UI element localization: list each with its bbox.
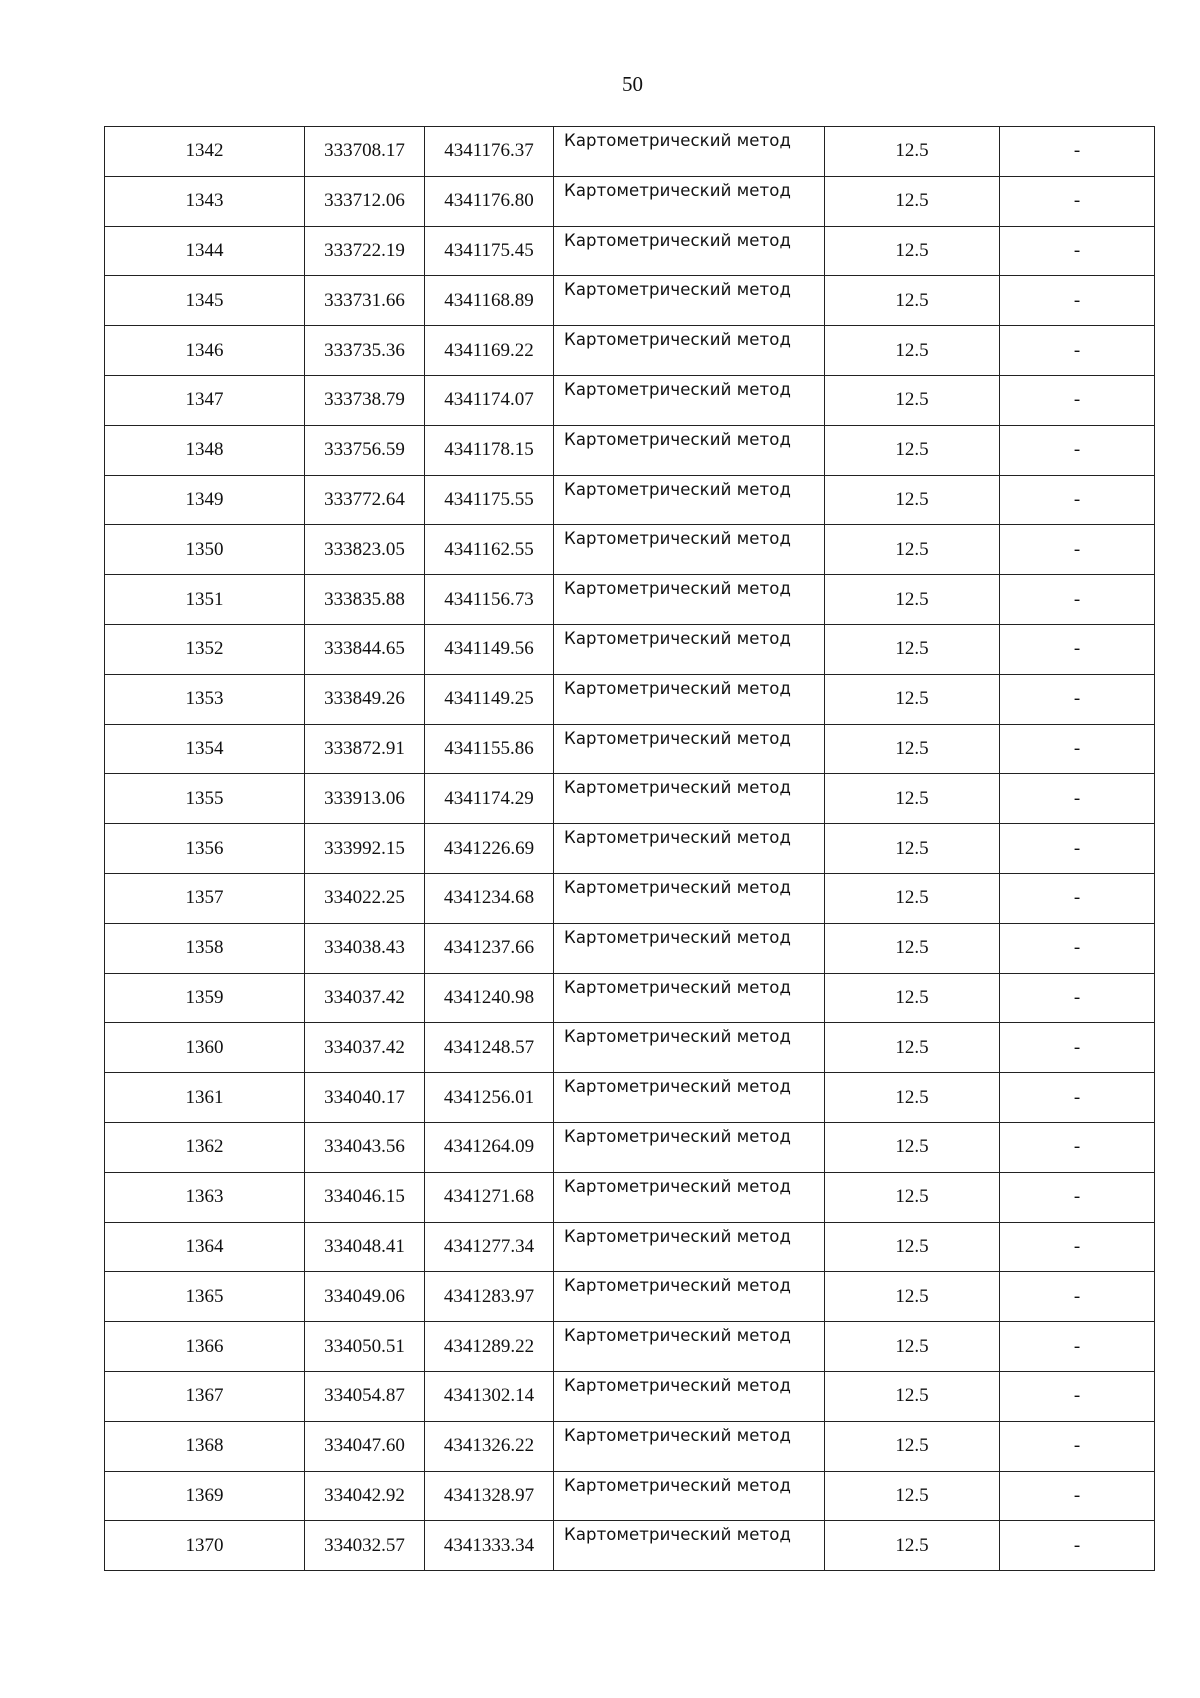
table-row — [105, 824, 1155, 874]
table-row — [105, 1272, 1155, 1322]
method-cell: Картометрический метод — [554, 226, 825, 276]
point-number-cell: 1364 — [105, 1222, 305, 1272]
method-cell: Картометрический метод — [554, 425, 825, 475]
point-number-cell: 1352 — [105, 624, 305, 674]
accuracy-cell: 12.5 — [825, 774, 1000, 824]
accuracy-cell: 12.5 — [825, 276, 1000, 326]
point-number-cell: 1355 — [105, 774, 305, 824]
note-cell: - — [1000, 226, 1155, 276]
accuracy-cell: 12.5 — [825, 1371, 1000, 1421]
y-coordinate-cell: 4341178.15 — [425, 425, 554, 475]
method-cell: Картометрический метод — [554, 724, 825, 774]
table-row — [105, 575, 1155, 625]
note-cell: - — [1000, 326, 1155, 376]
note-cell: - — [1000, 425, 1155, 475]
x-coordinate-cell: 334042.92 — [305, 1471, 425, 1521]
method-cell: Картометрический метод — [554, 824, 825, 874]
accuracy-cell: 12.5 — [825, 724, 1000, 774]
y-coordinate-cell: 4341248.57 — [425, 1023, 554, 1073]
method-cell: Картометрический метод — [554, 475, 825, 525]
table-row — [105, 1023, 1155, 1073]
x-coordinate-cell: 334050.51 — [305, 1322, 425, 1372]
table-row — [105, 624, 1155, 674]
point-number-cell: 1358 — [105, 923, 305, 973]
note-cell: - — [1000, 1322, 1155, 1372]
note-cell: - — [1000, 774, 1155, 824]
x-coordinate-cell: 334049.06 — [305, 1272, 425, 1322]
table-row — [105, 923, 1155, 973]
accuracy-cell: 12.5 — [825, 1073, 1000, 1123]
note-cell: - — [1000, 1122, 1155, 1172]
y-coordinate-cell: 4341333.34 — [425, 1521, 554, 1571]
x-coordinate-cell: 334038.43 — [305, 923, 425, 973]
point-number-cell: 1344 — [105, 226, 305, 276]
point-number-cell: 1369 — [105, 1471, 305, 1521]
note-cell: - — [1000, 575, 1155, 625]
point-number-cell: 1351 — [105, 575, 305, 625]
x-coordinate-cell: 334022.25 — [305, 873, 425, 923]
y-coordinate-cell: 4341168.89 — [425, 276, 554, 326]
note-cell: - — [1000, 525, 1155, 575]
point-number-cell: 1356 — [105, 824, 305, 874]
method-cell: Картометрический метод — [554, 1322, 825, 1372]
y-coordinate-cell: 4341174.07 — [425, 375, 554, 425]
x-coordinate-cell: 333849.26 — [305, 674, 425, 724]
method-cell: Картометрический метод — [554, 774, 825, 824]
point-number-cell: 1357 — [105, 873, 305, 923]
x-coordinate-cell: 334037.42 — [305, 1023, 425, 1073]
y-coordinate-cell: 4341237.66 — [425, 923, 554, 973]
coordinates-table — [104, 126, 1155, 1571]
point-number-cell: 1350 — [105, 525, 305, 575]
table-row — [105, 1172, 1155, 1222]
point-number-cell: 1363 — [105, 1172, 305, 1222]
point-number-cell: 1366 — [105, 1322, 305, 1372]
point-number-cell: 1368 — [105, 1421, 305, 1471]
method-cell: Картометрический метод — [554, 575, 825, 625]
accuracy-cell: 12.5 — [825, 127, 1000, 177]
y-coordinate-cell: 4341283.97 — [425, 1272, 554, 1322]
y-coordinate-cell: 4341149.56 — [425, 624, 554, 674]
accuracy-cell: 12.5 — [825, 176, 1000, 226]
coordinates-table-body — [105, 127, 1155, 1571]
y-coordinate-cell: 4341176.37 — [425, 127, 554, 177]
note-cell: - — [1000, 475, 1155, 525]
table-row — [105, 425, 1155, 475]
x-coordinate-cell: 334043.56 — [305, 1122, 425, 1172]
y-coordinate-cell: 4341271.68 — [425, 1172, 554, 1222]
table-row — [105, 276, 1155, 326]
accuracy-cell: 12.5 — [825, 1421, 1000, 1471]
accuracy-cell: 12.5 — [825, 475, 1000, 525]
note-cell: - — [1000, 1471, 1155, 1521]
note-cell: - — [1000, 1272, 1155, 1322]
accuracy-cell: 12.5 — [825, 674, 1000, 724]
accuracy-cell: 12.5 — [825, 1471, 1000, 1521]
note-cell: - — [1000, 1521, 1155, 1571]
method-cell: Картометрический метод — [554, 1172, 825, 1222]
note-cell: - — [1000, 1371, 1155, 1421]
point-number-cell: 1343 — [105, 176, 305, 226]
method-cell: Картометрический метод — [554, 973, 825, 1023]
table-row — [105, 1371, 1155, 1421]
note-cell: - — [1000, 724, 1155, 774]
point-number-cell: 1367 — [105, 1371, 305, 1421]
accuracy-cell: 12.5 — [825, 1023, 1000, 1073]
table-row — [105, 1073, 1155, 1123]
note-cell: - — [1000, 873, 1155, 923]
x-coordinate-cell: 333735.36 — [305, 326, 425, 376]
x-coordinate-cell: 334032.57 — [305, 1521, 425, 1571]
accuracy-cell: 12.5 — [825, 1272, 1000, 1322]
method-cell: Картометрический метод — [554, 674, 825, 724]
table-row — [105, 525, 1155, 575]
method-cell: Картометрический метод — [554, 1371, 825, 1421]
table-row — [105, 774, 1155, 824]
y-coordinate-cell: 4341174.29 — [425, 774, 554, 824]
y-coordinate-cell: 4341162.55 — [425, 525, 554, 575]
table-row — [105, 1322, 1155, 1372]
x-coordinate-cell: 333844.65 — [305, 624, 425, 674]
table-row — [105, 475, 1155, 525]
note-cell: - — [1000, 624, 1155, 674]
note-cell: - — [1000, 1172, 1155, 1222]
point-number-cell: 1347 — [105, 375, 305, 425]
x-coordinate-cell: 334054.87 — [305, 1371, 425, 1421]
table-row — [105, 973, 1155, 1023]
x-coordinate-cell: 333738.79 — [305, 375, 425, 425]
accuracy-cell: 12.5 — [825, 375, 1000, 425]
method-cell: Картометрический метод — [554, 1471, 825, 1521]
table-row — [105, 176, 1155, 226]
method-cell: Картометрический метод — [554, 375, 825, 425]
x-coordinate-cell: 333835.88 — [305, 575, 425, 625]
accuracy-cell: 12.5 — [825, 1122, 1000, 1172]
table-row — [105, 724, 1155, 774]
x-coordinate-cell: 333722.19 — [305, 226, 425, 276]
y-coordinate-cell: 4341328.97 — [425, 1471, 554, 1521]
accuracy-cell: 12.5 — [825, 1222, 1000, 1272]
y-coordinate-cell: 4341169.22 — [425, 326, 554, 376]
y-coordinate-cell: 4341175.55 — [425, 475, 554, 525]
x-coordinate-cell: 333823.05 — [305, 525, 425, 575]
method-cell: Картометрический метод — [554, 1023, 825, 1073]
x-coordinate-cell: 334037.42 — [305, 973, 425, 1023]
note-cell: - — [1000, 1421, 1155, 1471]
method-cell: Картометрический метод — [554, 176, 825, 226]
x-coordinate-cell: 333756.59 — [305, 425, 425, 475]
x-coordinate-cell: 333712.06 — [305, 176, 425, 226]
point-number-cell: 1361 — [105, 1073, 305, 1123]
table-row — [105, 1521, 1155, 1571]
page-number: 50 — [622, 72, 643, 96]
table-row — [105, 873, 1155, 923]
method-cell: Картометрический метод — [554, 276, 825, 326]
point-number-cell: 1345 — [105, 276, 305, 326]
point-number-cell: 1348 — [105, 425, 305, 475]
note-cell: - — [1000, 923, 1155, 973]
method-cell: Картометрический метод — [554, 1521, 825, 1571]
point-number-cell: 1362 — [105, 1122, 305, 1172]
point-number-cell: 1346 — [105, 326, 305, 376]
method-cell: Картометрический метод — [554, 624, 825, 674]
method-cell: Картометрический метод — [554, 1272, 825, 1322]
method-cell: Картометрический метод — [554, 525, 825, 575]
method-cell: Картометрический метод — [554, 127, 825, 177]
method-cell: Картометрический метод — [554, 326, 825, 376]
accuracy-cell: 12.5 — [825, 226, 1000, 276]
y-coordinate-cell: 4341264.09 — [425, 1122, 554, 1172]
accuracy-cell: 12.5 — [825, 1172, 1000, 1222]
accuracy-cell: 12.5 — [825, 824, 1000, 874]
y-coordinate-cell: 4341289.22 — [425, 1322, 554, 1372]
point-number-cell: 1353 — [105, 674, 305, 724]
table-row — [105, 1122, 1155, 1172]
x-coordinate-cell: 333731.66 — [305, 276, 425, 326]
point-number-cell: 1349 — [105, 475, 305, 525]
y-coordinate-cell: 4341240.98 — [425, 973, 554, 1023]
y-coordinate-cell: 4341234.68 — [425, 873, 554, 923]
method-cell: Картометрический метод — [554, 1122, 825, 1172]
method-cell: Картометрический метод — [554, 1421, 825, 1471]
x-coordinate-cell: 333708.17 — [305, 127, 425, 177]
method-cell: Картометрический метод — [554, 1073, 825, 1123]
table-row — [105, 127, 1155, 177]
y-coordinate-cell: 4341326.22 — [425, 1421, 554, 1471]
y-coordinate-cell: 4341149.25 — [425, 674, 554, 724]
accuracy-cell: 12.5 — [825, 1521, 1000, 1571]
accuracy-cell: 12.5 — [825, 973, 1000, 1023]
point-number-cell: 1354 — [105, 724, 305, 774]
note-cell: - — [1000, 127, 1155, 177]
y-coordinate-cell: 4341175.45 — [425, 226, 554, 276]
note-cell: - — [1000, 674, 1155, 724]
x-coordinate-cell: 334040.17 — [305, 1073, 425, 1123]
accuracy-cell: 12.5 — [825, 923, 1000, 973]
x-coordinate-cell: 333913.06 — [305, 774, 425, 824]
note-cell: - — [1000, 1073, 1155, 1123]
note-cell: - — [1000, 973, 1155, 1023]
x-coordinate-cell: 333872.91 — [305, 724, 425, 774]
y-coordinate-cell: 4341156.73 — [425, 575, 554, 625]
y-coordinate-cell: 4341277.34 — [425, 1222, 554, 1272]
note-cell: - — [1000, 824, 1155, 874]
accuracy-cell: 12.5 — [825, 525, 1000, 575]
note-cell: - — [1000, 1222, 1155, 1272]
point-number-cell: 1342 — [105, 127, 305, 177]
x-coordinate-cell: 333772.64 — [305, 475, 425, 525]
table-row — [105, 1222, 1155, 1272]
x-coordinate-cell: 334046.15 — [305, 1172, 425, 1222]
point-number-cell: 1360 — [105, 1023, 305, 1073]
x-coordinate-cell: 334047.60 — [305, 1421, 425, 1471]
accuracy-cell: 12.5 — [825, 326, 1000, 376]
table-row — [105, 674, 1155, 724]
table-row — [105, 375, 1155, 425]
accuracy-cell: 12.5 — [825, 425, 1000, 475]
accuracy-cell: 12.5 — [825, 1322, 1000, 1372]
table-row — [105, 326, 1155, 376]
y-coordinate-cell: 4341155.86 — [425, 724, 554, 774]
accuracy-cell: 12.5 — [825, 873, 1000, 923]
y-coordinate-cell: 4341226.69 — [425, 824, 554, 874]
y-coordinate-cell: 4341256.01 — [425, 1073, 554, 1123]
method-cell: Картометрический метод — [554, 923, 825, 973]
point-number-cell: 1370 — [105, 1521, 305, 1571]
y-coordinate-cell: 4341176.80 — [425, 176, 554, 226]
table-row — [105, 1471, 1155, 1521]
accuracy-cell: 12.5 — [825, 575, 1000, 625]
table-row — [105, 226, 1155, 276]
point-number-cell: 1359 — [105, 973, 305, 1023]
accuracy-cell: 12.5 — [825, 624, 1000, 674]
note-cell: - — [1000, 276, 1155, 326]
point-number-cell: 1365 — [105, 1272, 305, 1322]
table-row — [105, 1421, 1155, 1471]
method-cell: Картометрический метод — [554, 1222, 825, 1272]
x-coordinate-cell: 333992.15 — [305, 824, 425, 874]
method-cell: Картометрический метод — [554, 873, 825, 923]
y-coordinate-cell: 4341302.14 — [425, 1371, 554, 1421]
note-cell: - — [1000, 1023, 1155, 1073]
note-cell: - — [1000, 375, 1155, 425]
note-cell: - — [1000, 176, 1155, 226]
x-coordinate-cell: 334048.41 — [305, 1222, 425, 1272]
